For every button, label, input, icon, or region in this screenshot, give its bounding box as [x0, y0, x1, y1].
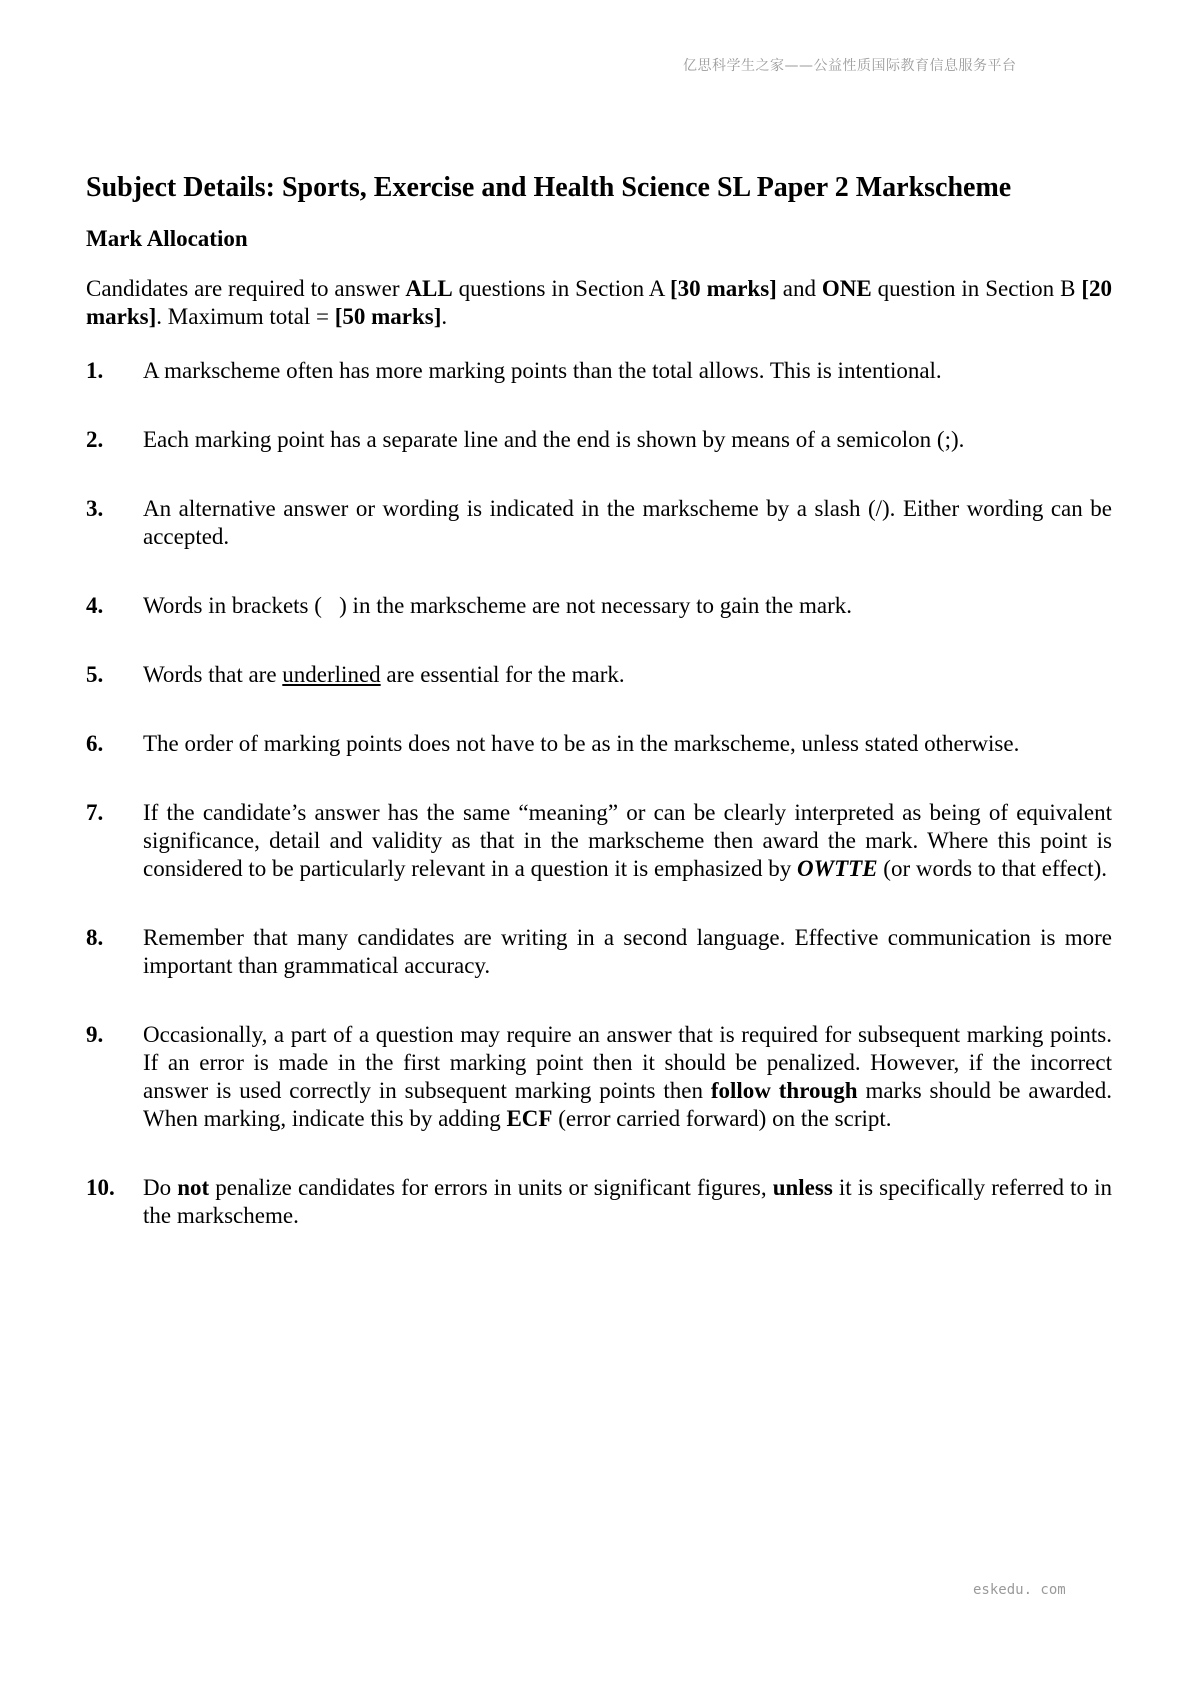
rule-emphasis: ECF [506, 1106, 553, 1131]
rule-emphasis: not [177, 1175, 210, 1200]
intro-text: . [441, 304, 448, 329]
rule-text-part: are essential for the mark. [380, 662, 625, 687]
rule-item-9 [86, 1021, 1112, 1133]
rule-underlined-word: underlined [282, 662, 381, 687]
intro-text: and [776, 276, 822, 301]
rule-item-3 [86, 495, 1112, 551]
intro-text: Candidates are required to answer [86, 276, 406, 301]
rule-text [143, 1021, 1112, 1133]
watermark-bottom: eskedu. com [973, 1582, 1066, 1598]
mark-allocation-heading: Mark Allocation [86, 226, 248, 251]
intro-emphasis: ALL [405, 276, 453, 301]
rule-number: 8. [86, 925, 104, 950]
rule-item-7 [86, 799, 1112, 883]
rule-emphasis: OWTTE [797, 856, 878, 881]
mark-allocation-intro [86, 275, 1112, 331]
document-body [86, 168, 1112, 1271]
rule-number: 7. [86, 800, 104, 825]
rule-text: Remember that many candidates are writing in a second language. Effective communication is more important than grammatical accuracy. [143, 925, 1112, 978]
intro-emphasis: [20 marks] [86, 276, 1112, 329]
rule-text: The order of marking points does not have to be as in the markscheme, unless stated otherwise. [143, 731, 1020, 756]
rule-text-part: penalize candidates for errors in units or significant figures, [209, 1175, 773, 1200]
intro-emphasis: ONE [821, 276, 872, 301]
page-title: Subject Details: Sports, Exercise and Health Science SL Paper 2 Markscheme [86, 172, 1012, 203]
watermark-top: 亿思科学生之家——公益性质国际教育信息服务平台 [683, 58, 1017, 74]
rule-number: 1. [86, 358, 104, 383]
rule-text-part: it is specifically referred to in the markscheme. [143, 1175, 1112, 1228]
rule-text [143, 661, 1112, 689]
intro-text: question in Section B [871, 276, 1082, 301]
rule-text-part: Occasionally, a part of a question may require an answer that is required for subsequent marking points. If an error is made in the first marking point then it should be penalized. However, if the incorrect answer is used correctly in subsequent marking points then [143, 1022, 1112, 1103]
intro-text: questions in Section A [452, 276, 671, 301]
rule-text-part: Words that are [143, 662, 283, 687]
rule-text [143, 1174, 1112, 1230]
rule-text-part: (or words to that effect). [877, 856, 1108, 881]
rule-item-10 [86, 1174, 1112, 1230]
rule-item-6 [86, 730, 1112, 758]
rule-number: 9. [86, 1022, 104, 1047]
rule-text-part: If the candidate’s answer has the same “meaning” or can be clearly interpreted as being of equivalent significance, detail and validity as that in the markscheme then award the mark. Where this point is considered to be particularly relevant in a question it is emphasized by [143, 800, 1112, 881]
rule-item-8 [86, 924, 1112, 980]
rule-emphasis: unless [772, 1175, 833, 1200]
rule-emphasis: follow through [710, 1078, 858, 1103]
rule-item-5 [86, 661, 1112, 689]
rule-number: 3. [86, 496, 104, 521]
rule-item-4 [86, 592, 1112, 620]
intro-emphasis: [50 marks] [334, 304, 442, 329]
rule-text: An alternative answer or wording is indicated in the markscheme by a slash (/). Either wording can be accepted. [143, 496, 1112, 549]
marking-rules-list [86, 357, 1112, 1230]
rule-text: Words in brackets ( ) in the markscheme are not necessary to gain the mark. [143, 593, 852, 618]
rule-number: 10. [86, 1175, 115, 1200]
rule-number: 2. [86, 427, 104, 452]
rule-item-2 [86, 426, 1112, 454]
rule-number: 5. [86, 662, 104, 687]
rule-text: A markscheme often has more marking points than the total allows. This is intentional. [143, 358, 942, 383]
rule-text-part: (error carried forward) on the script. [552, 1106, 892, 1131]
intro-emphasis: [30 marks] [670, 276, 777, 301]
rule-item-1 [86, 357, 1112, 385]
rule-text: Each marking point has a separate line and the end is shown by means of a semicolon (;). [143, 427, 965, 452]
rule-text [143, 799, 1112, 883]
rule-number: 6. [86, 731, 104, 756]
rule-number: 4. [86, 593, 104, 618]
intro-text: . Maximum total = [156, 304, 335, 329]
rule-text-part: Do [143, 1175, 178, 1200]
rule-text-part: marks should be awarded. When marking, indicate this by adding [143, 1078, 1113, 1131]
